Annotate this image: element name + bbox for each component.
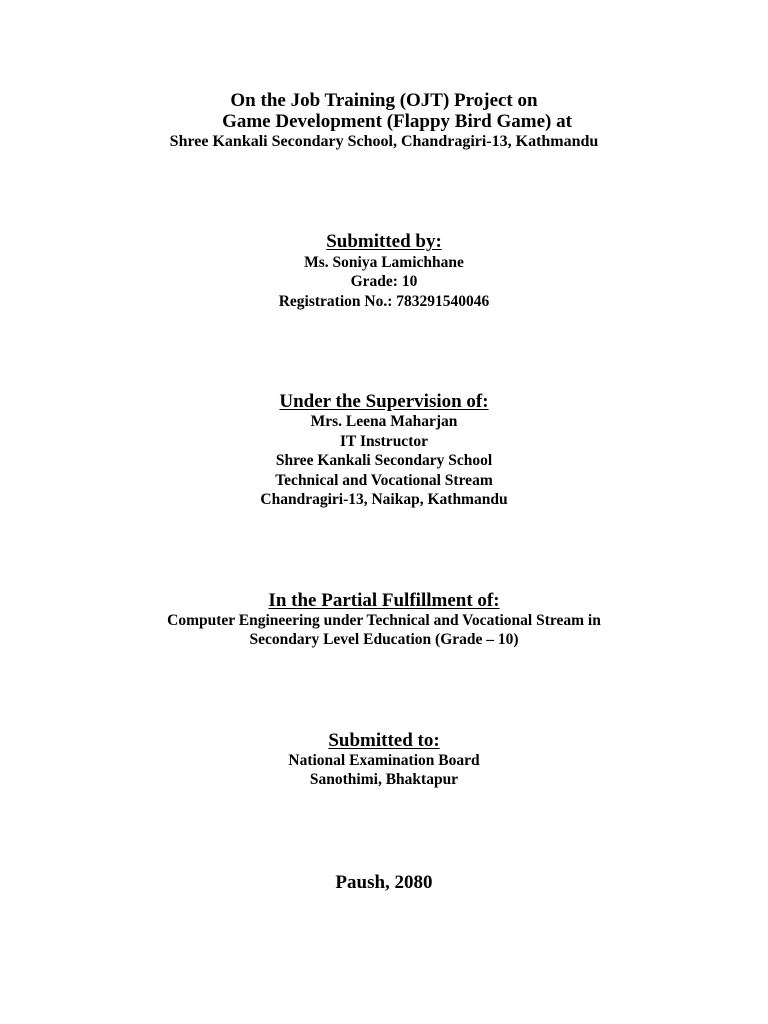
supervisor-school: Shree Kankali Secondary School	[275, 452, 493, 469]
fulfillment-line-1: Computer Engineering under Technical and Vocational Stream in	[167, 612, 601, 629]
title-line-1: On the Job Training (OJT) Project on	[230, 90, 538, 111]
supervisor-name: Mrs. Leena Maharjan	[310, 413, 458, 430]
supervisor-role: IT Instructor	[340, 433, 428, 450]
title-line-2: Game Development (Flappy Bird Game) at	[222, 111, 572, 132]
submitted-to-heading: Submitted to:	[328, 730, 440, 751]
submission-date: Paush, 2080	[335, 872, 433, 893]
registration-number: Registration No.: 783291540046	[278, 293, 490, 310]
title-school-line: Shree Kankali Secondary School, Chandragiri-13, Kathmandu	[169, 133, 599, 150]
student-grade: Grade: 10	[350, 273, 418, 290]
submitted-by-heading: Submitted by:	[326, 231, 442, 252]
board-address: Sanothimi, Bhaktapur	[309, 771, 459, 788]
supervisor-stream: Technical and Vocational Stream	[275, 472, 493, 489]
supervision-heading: Under the Supervision of:	[279, 391, 489, 412]
board-name: National Examination Board	[288, 752, 480, 769]
supervisor-address: Chandragiri-13, Naikap, Kathmandu	[260, 491, 508, 508]
fulfillment-heading: In the Partial Fulfillment of:	[268, 590, 500, 611]
student-name: Ms. Soniya Lamichhane	[304, 254, 464, 271]
fulfillment-line-2: Secondary Level Education (Grade – 10)	[249, 631, 519, 648]
